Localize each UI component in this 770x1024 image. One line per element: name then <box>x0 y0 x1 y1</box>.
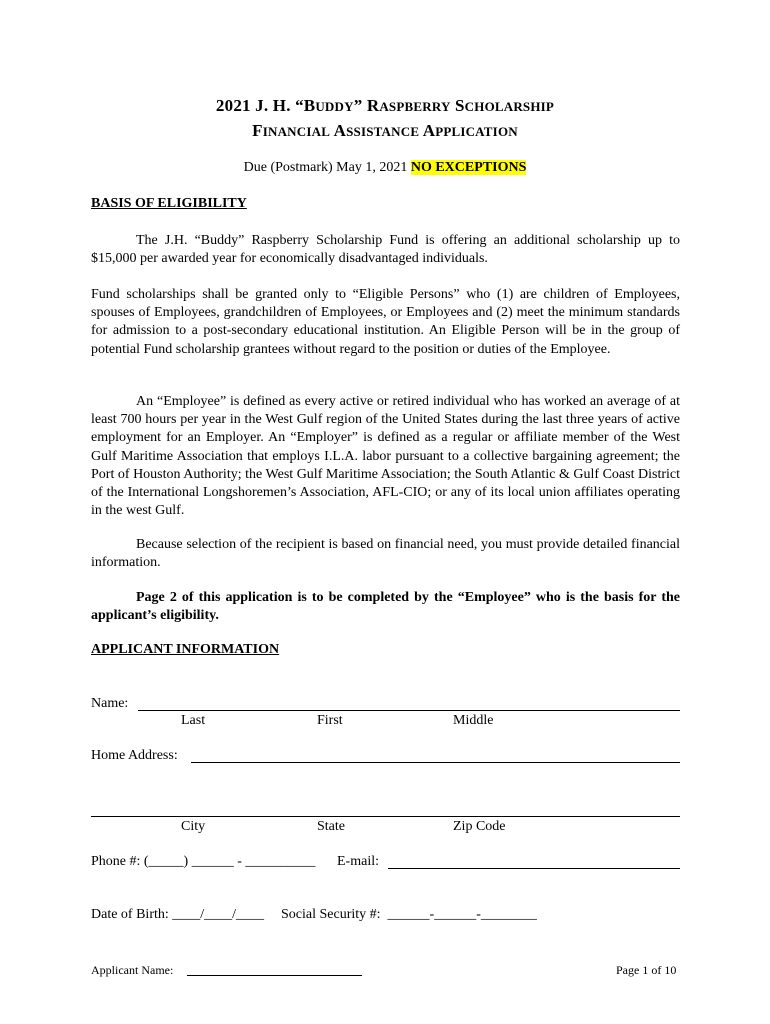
title-part: A <box>419 121 436 140</box>
city-sublabel: City <box>181 819 206 834</box>
title-part: 2021 J. H. “B <box>215 96 316 115</box>
last-sublabel: Last <box>181 713 206 728</box>
title-line-1 <box>0 96 770 116</box>
applicant-heading: APPLICANT INFORMATION <box>91 642 280 657</box>
email-label: E-mail: <box>337 854 379 869</box>
title-part: PPLICATION <box>435 124 518 139</box>
due-date-text: Due (Postmark) May 1, 2021 <box>243 160 408 175</box>
title-part: A <box>330 121 347 140</box>
city-state-zip-field[interactable] <box>91 816 680 817</box>
zip-code-sublabel: Zip Code <box>453 819 506 834</box>
title-part: CHOLARSHIP <box>464 99 555 114</box>
due-date-line <box>0 160 770 176</box>
eligibility-paragraph-5: Page 2 of this application is to be completed by the “Employee” who is the basis for the applicant’s eligibility. <box>91 590 680 624</box>
eligibility-paragraph-4: Because selection of the recipient is based on financial need, you must provide detailed financial information. <box>91 537 680 571</box>
middle-sublabel: Middle <box>453 713 494 728</box>
title-part: UDDY <box>315 99 354 114</box>
eligibility-paragraph-2: Fund scholarships shall be granted only to “Eligible Persons” who (1) are children of Employees, spouses of Employees, grandchildren of Employees, or Employees and (2) meet the minimum standards for admission to a post-secondary educational institution. An Eligible Person will be in the group of potential Fund scholarship grantees without regard to the position or duties of the Employee. <box>91 287 680 357</box>
date-of-birth-field[interactable]: Date of Birth: ____/____/____ <box>91 907 265 922</box>
title-part: ” R <box>353 96 380 115</box>
state-sublabel: State <box>317 819 345 834</box>
footer-applicant-name-label: Applicant Name: <box>91 963 174 977</box>
email-field[interactable] <box>388 868 680 869</box>
eligibility-paragraph-3: An “Employee” is defined as every active or retired individual who has worked an average of at least 700 hours per year in the West Gulf region of the United States during the last three years of active employment for an Employer. An “Employer” is defined as a regular or affiliate member of the West Gulf Maritime Association that employs I.L.A. labor pursuant to a collective bargaining agreement; the Port of Houston Authority; the West Gulf Maritime Association; the South Atlantic & Gulf Coast District of the International Longshoremen’s Association, AFL-CIO; or any of its local union affiliates operating in the west Gulf. <box>91 394 680 519</box>
home-address-field[interactable] <box>191 762 680 763</box>
first-sublabel: First <box>317 713 343 728</box>
title-part: F <box>252 121 263 140</box>
eligibility-paragraph-1: The J.H. “Buddy” Raspberry Scholarship Fund is offering an additional scholarship up to $15,000 per awarded year for economically disadvantaged individuals. <box>91 233 680 267</box>
social-security-field[interactable]: Social Security #: ______-______-________ <box>281 907 537 922</box>
title-part: SSISTANCE <box>346 124 420 139</box>
page-number: Page 1 of 10 <box>616 963 677 977</box>
eligibility-heading: BASIS OF ELIGIBILITY <box>91 196 247 211</box>
footer-applicant-name-field[interactable] <box>187 975 362 976</box>
no-exceptions-highlight: NO EXCEPTIONS <box>410 160 527 175</box>
name-field[interactable] <box>138 710 680 711</box>
title-part: S <box>450 96 465 115</box>
home-address-label: Home Address: <box>91 748 178 763</box>
phone-field[interactable]: Phone #: (_____) ______ - __________ <box>91 854 316 869</box>
title-line-2 <box>0 121 770 141</box>
title-part: ASPBERRY <box>379 99 451 114</box>
title-part: INANCIAL <box>262 124 331 139</box>
name-label: Name: <box>91 696 129 711</box>
